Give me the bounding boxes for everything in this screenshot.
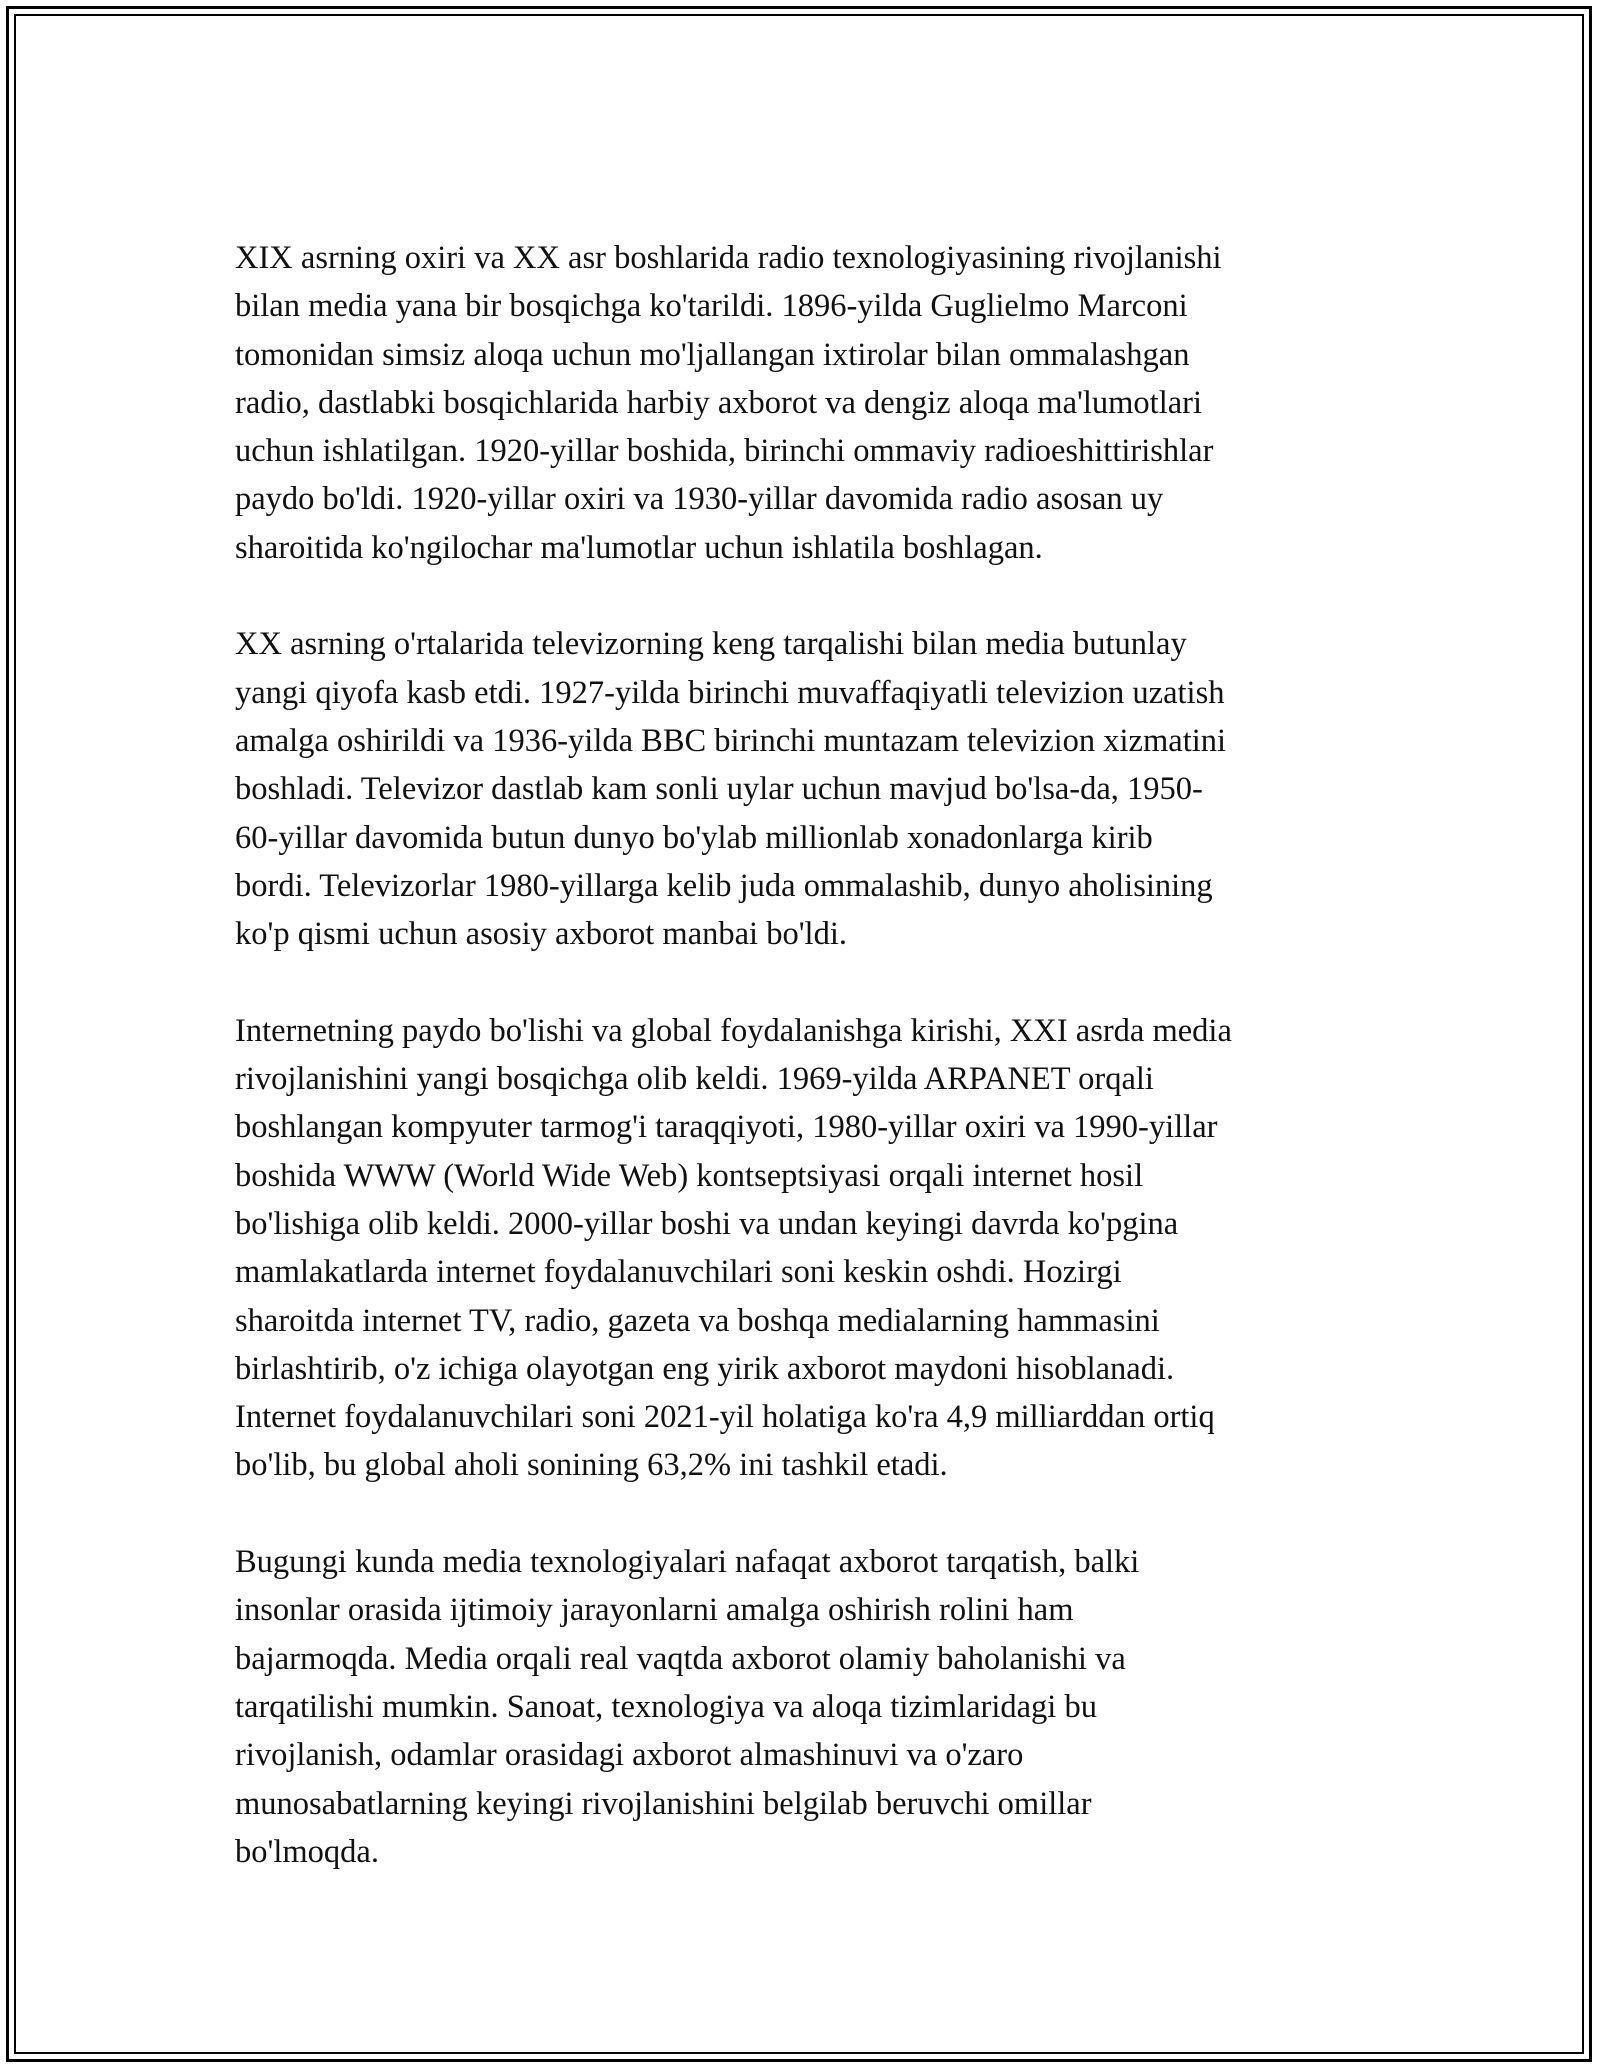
text-line: mamlakatlarda internet foydalanuvchilari soni keskin oshdi. Hozirgi xyxy=(235,1254,1122,1291)
text-line: tomonidan simsiz aloqa uchun mo'ljallangan ixtirolar bilan ommalashgan xyxy=(235,336,1190,373)
text-line: bordi. Televizorlar 1980-yillarga kelib juda ommalashib, dunyo aholisining xyxy=(235,867,1213,904)
text-line: tarqatilishi mumkin. Sanoat, texnologiya va aloqa tizimlaridagi bu xyxy=(235,1688,1097,1725)
text-line: birlashtirib, o'z ichiga olayotgan eng yirik axborot maydoni hisoblanadi. xyxy=(235,1350,1175,1387)
paragraph-radio xyxy=(235,234,1375,572)
text-line: ko'p qismi uchun asosiy axborot manbai bo'ldi. xyxy=(235,916,847,953)
text-line: Bugungi kunda media texnologiyalari nafaqat axborot tarqatish, balki xyxy=(235,1544,1140,1581)
text-line: XX asrning o'rtalarida televizorning keng tarqalishi bilan media butunlay xyxy=(235,626,1187,663)
text-line: 60-yillar davomida butun dunyo bo'ylab millionlab xonadonlarga kirib xyxy=(235,819,1153,856)
text-line: Internetning paydo bo'lishi va global foydalanishga kirishi, XXI asrda media xyxy=(235,1012,1232,1049)
text-line: insonlar orasida ijtimoiy jarayonlarni amalga oshirish rolini ham xyxy=(235,1592,1074,1629)
text-line: amalga oshirildi va 1936-yilda BBC birinchi muntazam televizion xizmatini xyxy=(235,722,1227,759)
document-body xyxy=(235,234,1375,1924)
text-line: munosabatlarning keyingi rivojlanishini belgilab beruvchi omillar xyxy=(235,1785,1092,1822)
text-line: boshida WWW (World Wide Web) kontseptsiyasi orqali internet hosil xyxy=(235,1157,1144,1194)
text-line: radio, dastlabki bosqichlarida harbiy axborot va dengiz aloqa ma'lumotlari xyxy=(235,384,1203,421)
text-line: uchun ishlatilgan. 1920-yillar boshida, birinchi ommaviy radioeshittirishlar xyxy=(235,433,1214,470)
paragraph-television xyxy=(235,620,1375,958)
text-line: sharoitida ko'ngilochar ma'lumotlar uchun ishlatila boshlagan. xyxy=(235,529,1043,566)
text-line: Internet foydalanuvchilari soni 2021-yil holatiga ko'ra 4,9 milliarddan ortiq xyxy=(235,1399,1215,1436)
text-line: boshladi. Televizor dastlab kam sonli uylar uchun mavjud bo'lsa-da, 1950- xyxy=(235,771,1203,808)
text-line: sharoitda internet TV, radio, gazeta va boshqa medialarning hammasini xyxy=(235,1302,1160,1339)
text-line: bilan media yana bir bosqichga ko'tarildi. 1896-yilda Guglielmo Marconi xyxy=(235,288,1188,325)
text-line: boshlangan kompyuter tarmog'i taraqqiyoti, 1980-yillar oxiri va 1990-yillar xyxy=(235,1109,1218,1146)
text-line: XIX asrning oxiri va XX asr boshlarida radio texnologiyasining rivojlanishi xyxy=(235,240,1222,276)
text-line: yangi qiyofa kasb etdi. 1927-yilda birinchi muvaffaqiyatli televizion uzatish xyxy=(235,674,1225,711)
paragraph-media-today xyxy=(235,1538,1375,1876)
text-line: bo'lmoqda. xyxy=(235,1833,379,1870)
text-line: paydo bo'ldi. 1920-yillar oxiri va 1930-yillar davomida radio asosan uy xyxy=(235,481,1164,518)
text-line: bajarmoqda. Media orqali real vaqtda axborot olamiy baholanishi va xyxy=(235,1640,1126,1677)
text-line: rivojlanishini yangi bosqichga olib keldi. 1969-yilda ARPANET orqali xyxy=(235,1061,1154,1098)
text-line: rivojlanish, odamlar orasidagi axborot almashinuvi va o'zaro xyxy=(235,1737,1024,1774)
text-line: bo'lib, bu global aholi sonining 63,2% ini tashkil etadi. xyxy=(235,1447,948,1484)
paragraph-internet xyxy=(235,1007,1375,1490)
text-line: bo'lishiga olib keldi. 2000-yillar boshi va undan keyingi davrda ko'pgina xyxy=(235,1205,1179,1242)
